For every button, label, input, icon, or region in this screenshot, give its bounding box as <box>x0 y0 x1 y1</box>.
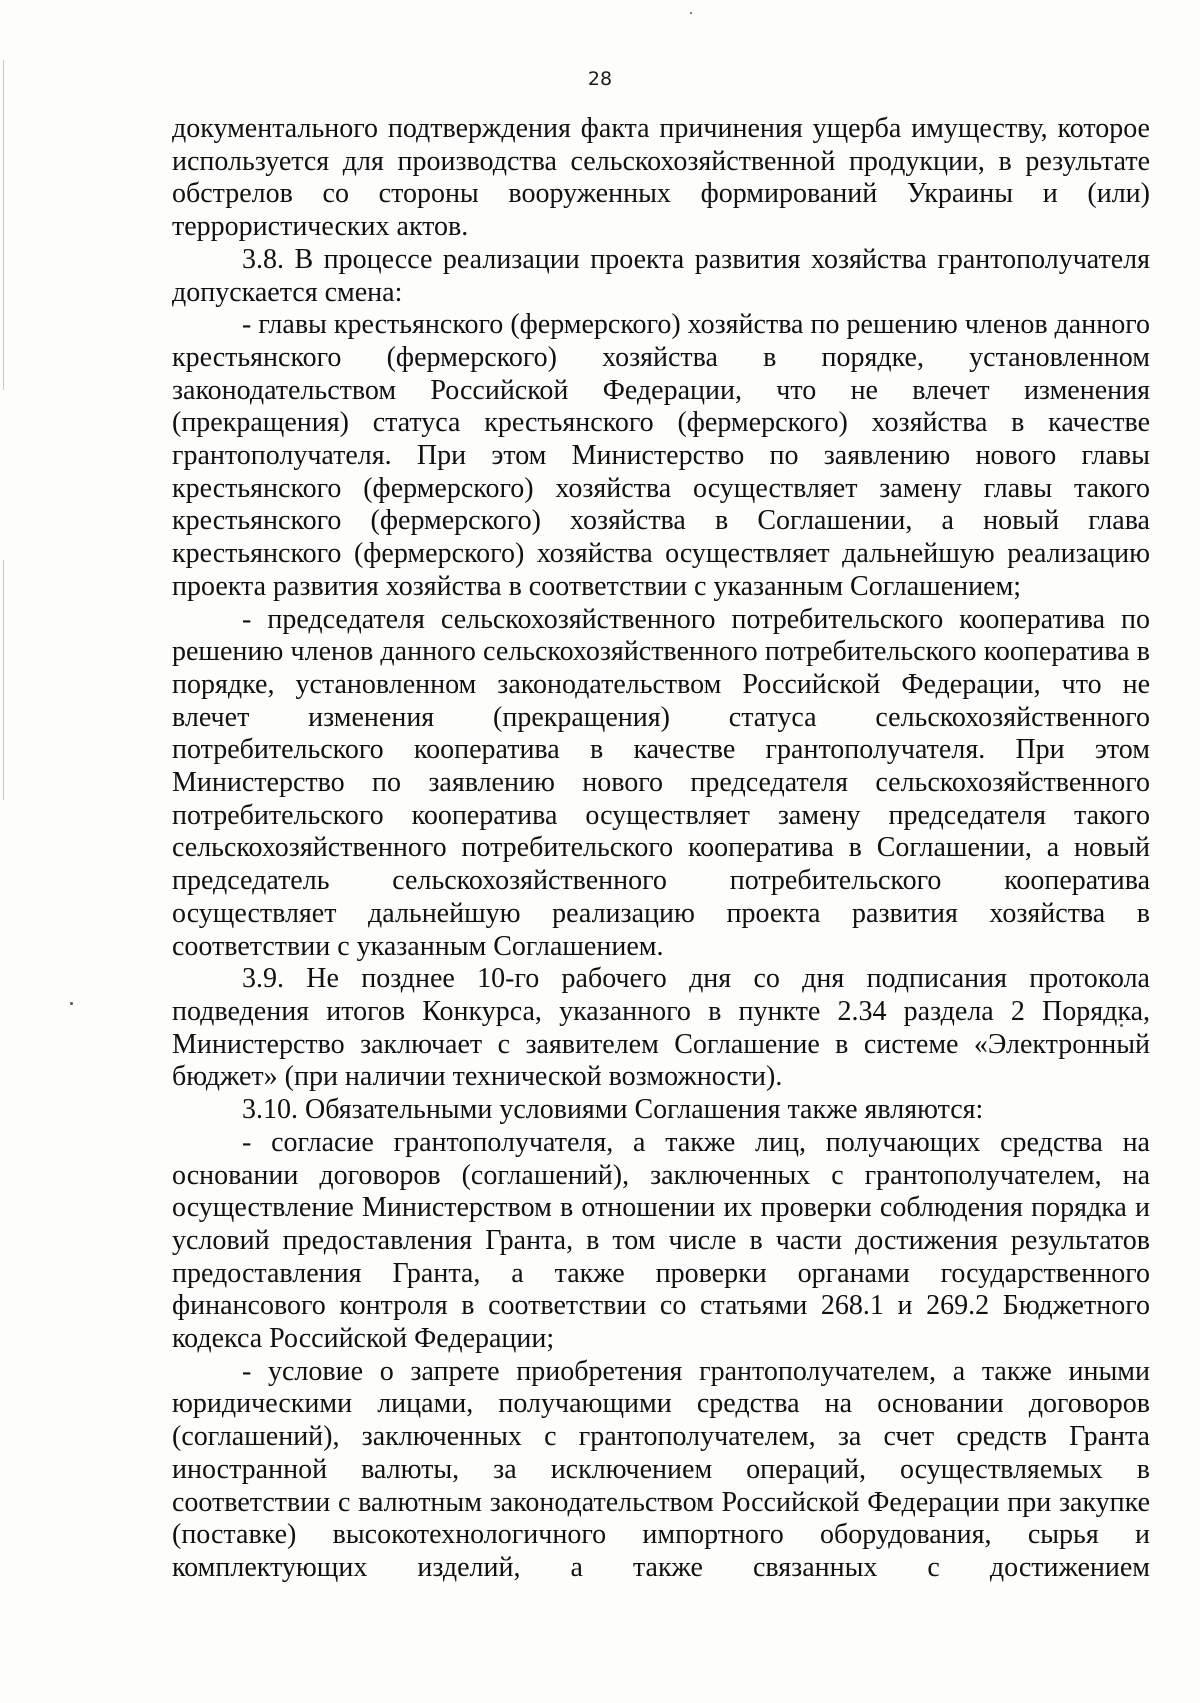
paragraph-3-9: 3.9. Не позднее 10-го рабочего дня со дня подписания протокола подведения итогов Конкурса, указанного в пункте 2.34 раздела 2 Порядка, Министерство заключает с заявителем Соглашение в системе «Электронный бюджет» (при наличии технической возможности). <box>172 963 1150 1093</box>
scan-margin-line <box>3 60 4 390</box>
list-item-head-of-farm: - главы крестьянского (фермерского) хозяйства по решению членов данного крестьянского (фермерского) хозяйства в порядке, установленном законодательством Российской Федерации, что не влечет изменения (прекращения) статуса крестьянского (фермерского) хозяйства в качестве грантополучателя. При этом Министерство по заявлению нового главы крестьянского (фермерского) хозяйства осуществляет замену главы такого крестьянского (фермерского) хозяйства в Соглашении, а новый глава крестьянского (фермерского) хозяйства осуществляет дальнейшую реализацию проекта развития хозяйства в соответствии с указанным Соглашением; <box>172 309 1150 602</box>
paragraph-3-8: 3.8. В процессе реализации проекта развития хозяйства грантополучателя допускается смена: <box>172 243 1150 308</box>
scan-margin-line <box>3 560 4 800</box>
scan-speck <box>70 1002 73 1005</box>
list-item-cooperative-chairman: - председателя сельскохозяйственного потребительского кооператива по решению членов данного сельскохозяйственного потребительского кооператива в порядке, установленном законодательством Российской Федерации, что не влечет изменения (прекращения) статуса сельскохозяйственного потребительского кооператива в качестве грантополучателя. При этом Министерство по заявлению нового председателя сельскохозяйственного потребительского кооператива осуществляет замену председателя такого сельскохозяйственного потребительского кооператива в Соглашении, а новый председатель сельскохозяйственного потребительского кооператива осуществляет дальнейшую реализацию проекта развития хозяйства в соответствии с указанным Соглашением. <box>172 603 1150 962</box>
document-body <box>172 113 1150 1585</box>
paragraph-continuation: документального подтверждения факта причинения ущерба имуществу, которое используется для производства сельскохозяйственной продукции, в результате обстрелов со стороны вооруженных формирований Украины и (или) террористических актов. <box>172 113 1150 243</box>
list-item-consent: - согласие грантополучателя, а также лиц, получающих средства на основании договоров (соглашений), заключенных с грантополучателем, на осуществление Министерством в отношении их проверки соблюдения порядка и условий предоставления Гранта, в том числе в части достижения результатов предоставления Гранта, а также проверки органами государственного финансового контроля в соответствии со статьями 268.1 и 269.2 Бюджетного кодекса Российской Федерации; <box>172 1126 1150 1355</box>
page-number: 28 <box>587 68 613 90</box>
scan-speck <box>690 12 692 14</box>
paragraph-3-10: 3.10. Обязательными условиями Соглашения также являются: <box>242 1094 984 1126</box>
list-item-currency-ban: - условие о запрете приобретения грантополучателем, а также иными юридическими лицами, получающими средства на основании договоров (соглашений), заключенных с грантополучателем, за счет средств Гранта иностранной валюты, за исключением операций, осуществляемых в соответствии с валютным законодательством Российской Федерации при закупке (поставке) высокотехнологичного импортного оборудования, сырья и комплектующих изделий, а также связанных с достижением <box>172 1355 1150 1583</box>
